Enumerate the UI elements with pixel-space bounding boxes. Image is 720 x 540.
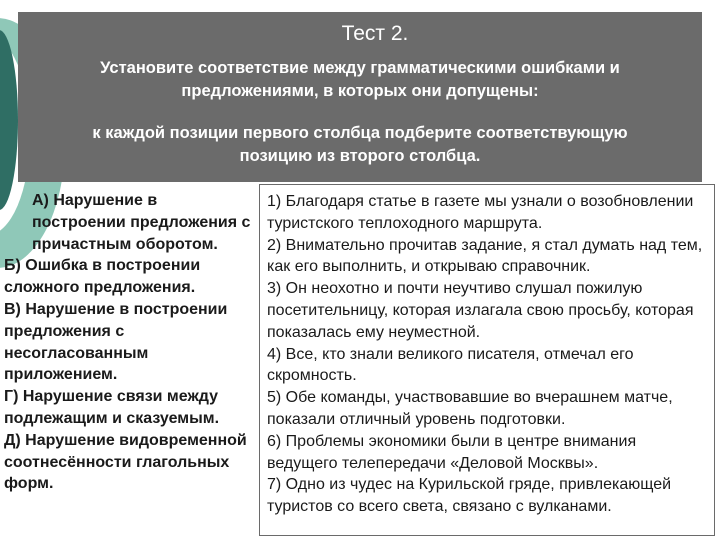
sentence-item-3: 3) Он неохотно и почти неучтиво слушал пожилую посетительницу, которая излагала свою просьбу, которая показалась ему неуместной.	[267, 280, 694, 341]
error-item-c: В) Нарушение в построении предложения с несогласованным приложением.	[4, 300, 228, 384]
sentence-item-6: 6) Проблемы экономики были в центре внимания ведущего телепередачи «Деловой Москвы».	[267, 432, 637, 472]
sentence-item-1: 1) Благодаря статье в газете мы узнали о возобновлении туристского теплоходного маршрута.	[267, 193, 694, 232]
instruction-text: Установите соответствие между грамматическими ошибками и предложениями, в которых они допущены:	[100, 59, 620, 100]
sentences-column	[260, 185, 714, 518]
error-item-d: Г) Нарушение связи между подлежащим и сказуемым.	[4, 388, 220, 427]
error-item-e: Д) Нарушение видовременной соотнесённости глагольных форм.	[4, 431, 247, 493]
slide-title: Тест 2.	[341, 22, 409, 45]
error-item-a: А) Нарушение в построении предложения с причастным оборотом.	[32, 192, 251, 253]
errors-column	[4, 190, 254, 495]
sentence-item-4: 4) Все, кто знали великого писателя, отмечал его скромность.	[267, 345, 634, 385]
sentences-panel	[259, 184, 715, 536]
error-item-b: Б) Ошибка в построении сложного предложения.	[4, 257, 201, 297]
sentence-item-2: 2) Внимательно прочитав задание, я стал думать над тем, как его выполнить, и открываю справочник.	[267, 236, 703, 276]
sentence-item-5: 5) Обе команды, участвовавшие во вчерашнем матче, показали отличный уровень подготовки.	[267, 389, 673, 428]
instruction-subtext: к каждой позиции первого столбца подберите соответствующую позицию из второго столбца.	[92, 124, 628, 165]
sentence-item-7: 7) Одно из чудес на Курильской гряде, привлекающей туристов со всего света, связано с вулканами.	[267, 476, 672, 516]
header-panel	[18, 12, 702, 182]
